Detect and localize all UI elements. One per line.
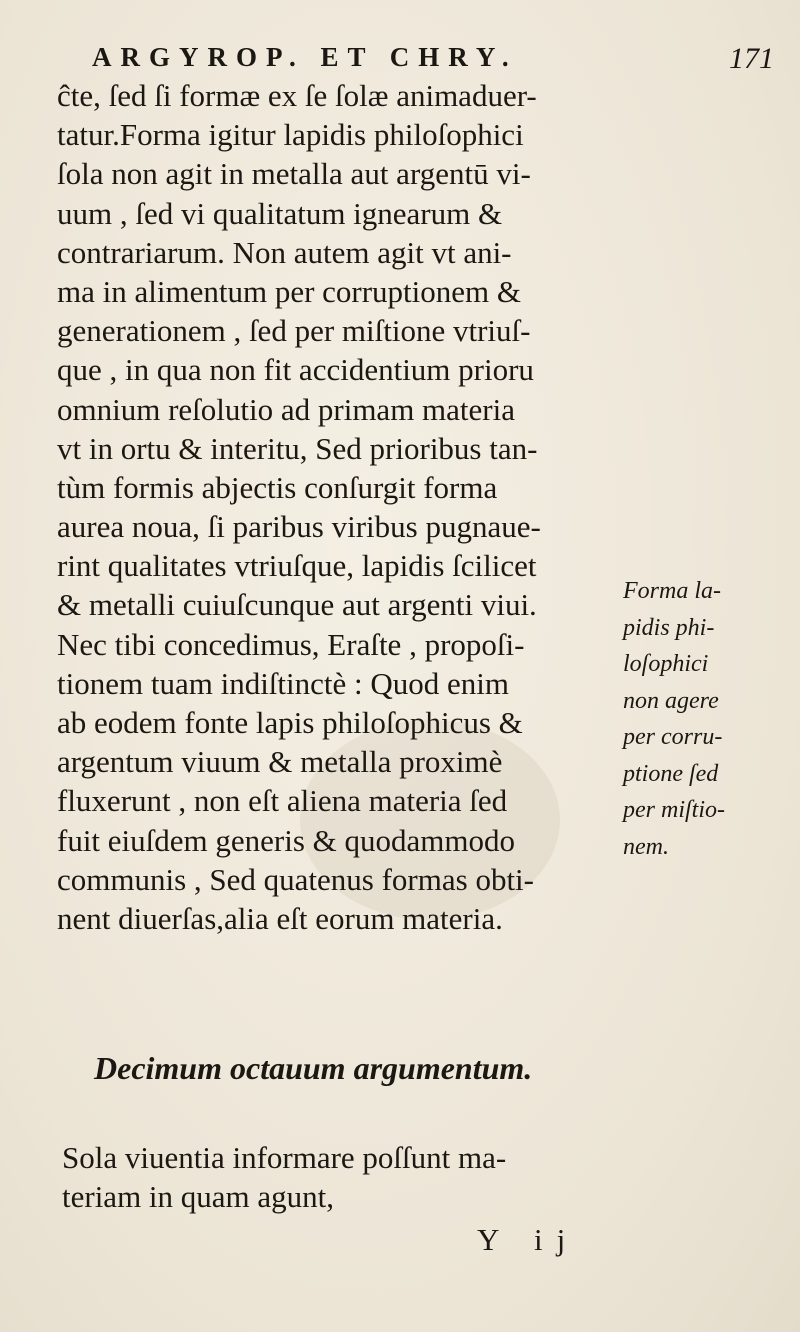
main-text-block — [57, 76, 677, 938]
page-number: 171 — [729, 42, 774, 75]
marginal-note-line: loſophici — [623, 651, 709, 677]
text-line: que , in qua non fit accidentium prioru — [57, 352, 534, 388]
text-line: vt in ortu & interitu, Sed prioribus tan- — [57, 430, 538, 466]
text-line: nent diuerſas,alia eſt eorum materia. — [57, 900, 503, 936]
text-line: tùm formis abjectis conſurgit forma — [57, 469, 498, 505]
text-line: tionem tuam indiſtinctè : Quod enim — [57, 665, 510, 701]
text-line: Nec tibi concedimus, Eraſte , propoſi- — [57, 626, 525, 662]
text-line: ma in alimentum per corruptionem & — [57, 273, 522, 309]
signature-mark: Y ij — [477, 1222, 580, 1257]
text-line: aurea noua, ſi paribus viribus pugnaue- — [57, 509, 541, 545]
text-line: Sola viuentia informare poſſunt ma- — [62, 1140, 507, 1175]
text-line: ſola non agit in metalla aut argentū vi- — [57, 156, 531, 192]
marginal-note — [623, 573, 798, 865]
marginal-note-line: nem. — [623, 833, 669, 860]
text-line: communis , Sed quatenus formas obti- — [57, 861, 534, 897]
text-line: teriam in quam agunt, — [62, 1179, 335, 1215]
running-head — [92, 42, 792, 78]
marginal-note-line: pidis phi- — [623, 614, 715, 641]
marginal-note-line: ptione ſed — [623, 760, 719, 787]
text-line: uum , ſed vi qualitatum ignearum & — [57, 195, 503, 231]
text-line: ĉte, ſed ſi formæ ex ſe ſolæ animaduer- — [57, 78, 537, 113]
marginal-note-line: Forma la- — [623, 578, 721, 604]
text-line: tatur.Forma igitur lapidis philoſophici — [57, 117, 524, 153]
text-line: fluxerunt , non eſt aliena materia ſed — [57, 783, 508, 819]
text-line: rint qualitates vtriuſque, lapidis ſcilicet — [57, 548, 537, 584]
marginal-note-line: per corru- — [623, 724, 723, 750]
text-line: ab eodem fonte lapis philoſophicus & — [57, 705, 523, 740]
running-title: ARGYROP. ET CHRY. — [92, 42, 518, 72]
text-line: contrariarum. Non autem agit vt ani- — [57, 234, 512, 270]
section-heading: Decimum octauum argumentum. — [94, 1050, 533, 1086]
text-line: generationem , ſed per miſtione vtriuſ- — [57, 313, 531, 349]
marginal-note-line: non agere — [623, 687, 719, 714]
text-line: & metalli cuiuſcunque aut argenti viui. — [57, 587, 537, 623]
marginal-note-line: per miſtio- — [623, 797, 725, 823]
section-text-block — [62, 1138, 682, 1216]
text-line: omnium reſolutio ad primam materia — [57, 391, 515, 427]
text-line: fuit eiuſdem generis & quodammodo — [57, 822, 516, 858]
text-line: argentum viuum & metalla proximè — [57, 744, 503, 780]
